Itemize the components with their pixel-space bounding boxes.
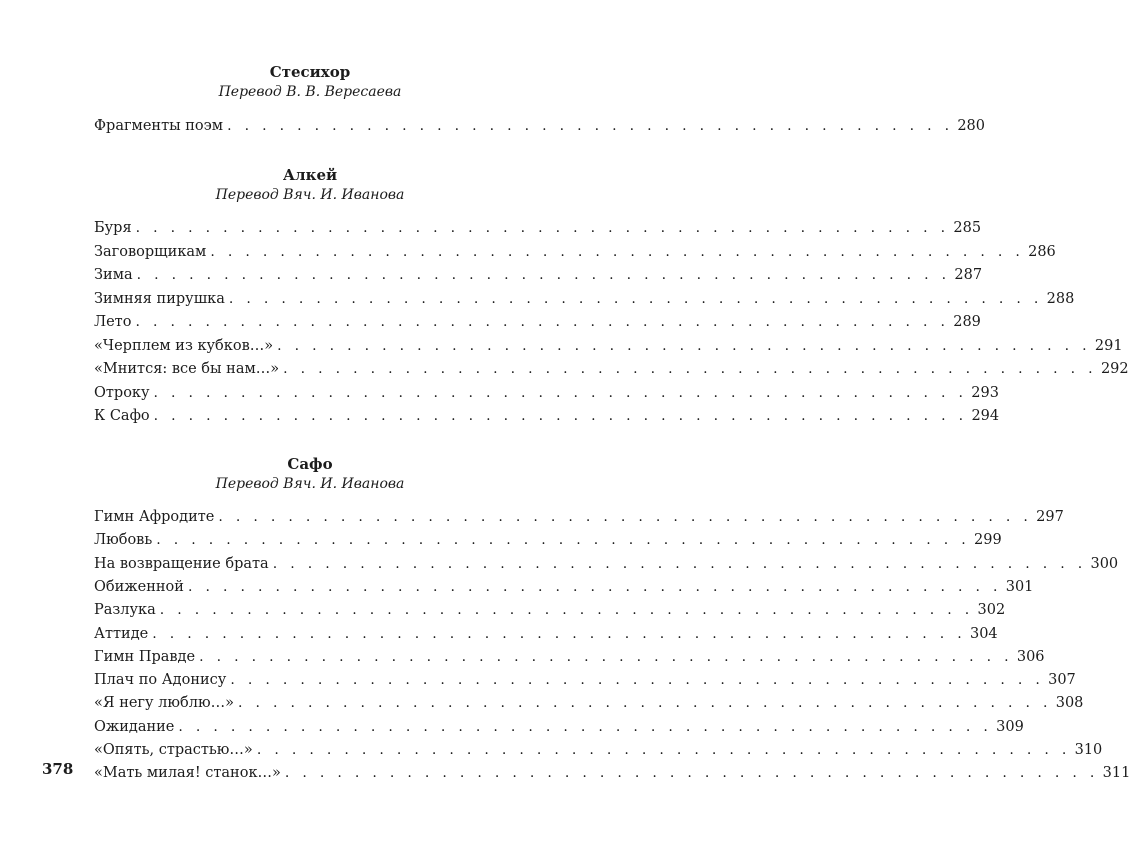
section-alcaeus [94, 165, 526, 205]
dot-leader: . . . . . . . . . . . . . . . . . . . . . . . . . . . . . . . . . . . . . . . . . . . . . . . [153, 408, 968, 424]
dot-leader: . . . . . . . . . . . . . . . . . . . . . . . . . . . . . . . . . . . . . . . . . . . . . . . [277, 337, 1091, 354]
dot-leader: . . . . . . . . . . . . . . . . . . . . . . . . . . . . . . . . . . . . . . . . . . . . . . . [135, 220, 950, 236]
toc-entry[interactable] [94, 115, 986, 137]
entry-title: Заговорщикам [94, 243, 207, 260]
entry-title: «Мнится: все бы нам…» [94, 361, 280, 377]
entry-page: 286 [1028, 243, 1056, 260]
entry-page: 280 [957, 118, 986, 134]
entry-page: 291 [1094, 337, 1123, 354]
toc-entry[interactable] [94, 335, 1123, 357]
entry-title: К Сафо [94, 408, 150, 424]
toc-entry[interactable] [94, 553, 1119, 575]
entry-title: Гимн Афродите [94, 509, 215, 525]
entry-page: 300 [1090, 555, 1119, 572]
toc-entry[interactable] [94, 311, 981, 333]
dot-leader: . . . . . . . . . . . . . . . . . . . . . . . . . . . . . . . . . . . . . . . . . . . . . . . [230, 672, 1045, 689]
entry-page: 302 [977, 602, 1006, 619]
entry-title: Лето [94, 314, 132, 330]
section-title: Сафо [287, 455, 333, 473]
entry-title: Разлука [94, 602, 156, 619]
entry-title: Буря [94, 220, 132, 236]
toc-entry[interactable] [94, 576, 1034, 598]
dot-leader: . . . . . . . . . . . . . . . . . . . . . . . . . . . . . . . . . . . . . . . . . . . . . . . [218, 509, 1033, 525]
entry-title: Гимн Правде [94, 648, 196, 665]
entry-title: Обиженной [94, 578, 184, 595]
dot-leader: . . . . . . . . . . . . . . . . . . . . . . . . . . . . . . . . . . . . . . . . . . . . . . . [153, 384, 968, 401]
dot-leader: . . . . . . . . . . . . . . . . . . . . . . . . . . . . . . . . . . . . . . . . . . . . . . . [228, 290, 1043, 307]
dot-leader: . . . . . . . . . . . . . . . . . . . . . . . . . . . . . . . . . . . . . . . . . . . . . . . [237, 695, 1052, 712]
section-translator: Перевод Вяч. И. Иванова [215, 187, 405, 203]
entry-page: 288 [1046, 290, 1075, 307]
toc-entry[interactable] [94, 692, 1084, 714]
toc-entry[interactable] [94, 716, 1024, 738]
dot-leader: . . . . . . . . . . . . . . . . . . . . . . . . . . . . . . . . . . . . . . . . . . . . . . . [135, 314, 950, 330]
entry-page: 293 [971, 384, 999, 401]
section-title: Алкей [282, 166, 338, 184]
dot-leader: . . . . . . . . . . . . . . . . . . . . . . . . . . . . . . . . . . . . . . . . . . . . . . . [199, 648, 1013, 665]
dot-leader: . . . . . . . . . . . . . . . . . . . . . . . . . . . . . . . . . . . . . . . . . . . . . . . [178, 718, 993, 735]
dot-leader: . . . . . . . . . . . . . . . . . . . . . . . . . . . . . . . . . . . . . . . . . . . . . . . [187, 578, 1002, 595]
entry-page: 289 [953, 314, 981, 330]
entry-title: «Мать милая! станок…» [94, 765, 281, 782]
entry-page: 310 [1074, 742, 1103, 758]
toc-entry[interactable] [94, 382, 999, 404]
toc-entry[interactable] [94, 241, 1056, 263]
toc-entry[interactable] [94, 358, 1129, 380]
page-number: 378 [42, 760, 74, 778]
dot-leader: . . . . . . . . . . . . . . . . . . . . . . . . . . . . . . . . . . . . . . . . . . . . . . . [152, 625, 966, 642]
toc-entry[interactable] [94, 405, 1000, 427]
entry-title: Зимняя пирушка [94, 290, 225, 307]
entry-page: 287 [954, 267, 983, 283]
section-sappho [94, 454, 526, 494]
entry-page: 308 [1055, 695, 1084, 712]
entry-page: 297 [1036, 509, 1064, 525]
entry-title: Фрагменты поэм [94, 118, 224, 134]
dot-leader: . . . . . . . . . . . . . . . . . . . . . . . . . . . . . . . . . . . . . . . . . . . . . . . [210, 243, 1025, 260]
entry-page: 306 [1016, 648, 1045, 665]
dot-leader: . . . . . . . . . . . . . . . . . . . . . . . . . . . . . . . . . . . . . . . . . . . . . . . [272, 555, 1087, 572]
entry-title: Плач по Адонису [94, 672, 227, 689]
entry-page: 301 [1005, 578, 1034, 595]
entry-page: 311 [1102, 765, 1130, 782]
entry-title: Аттиде [94, 625, 149, 642]
dot-leader: . . . . . . . . . . . . . . . . . . . . . . . . . . . . . . . . . . . . . . . . . . . . . . . [283, 361, 1097, 377]
entry-page: 299 [974, 532, 1002, 549]
entry-title: Любовь [94, 532, 153, 549]
entry-page: 285 [953, 220, 982, 236]
section-stesichorus [94, 62, 526, 102]
toc-entry[interactable] [94, 646, 1045, 668]
dot-leader: . . . . . . . . . . . . . . . . . . . . . . . . . . . . . . . . . . . . . . . . . . . . . . . [156, 532, 971, 549]
entry-page: 292 [1100, 361, 1129, 377]
toc-entry[interactable] [94, 264, 983, 286]
dot-leader: . . . . . . . . . . . . . . . . . . . . . . . . . . . . . . . . . . . . . . . . . . . . . . . [256, 742, 1071, 758]
entry-page: 309 [996, 718, 1024, 735]
toc-entry[interactable] [94, 669, 1076, 691]
section-translator: Перевод В. В. Вересаева [218, 84, 402, 100]
entry-title: «Опять, страстью…» [94, 742, 253, 758]
dot-leader: . . . . . . . . . . . . . . . . . . . . . . . . . . . . . . . . . . . . . . . . . . . . . . . [136, 267, 951, 283]
dot-leader: . . . . . . . . . . . . . . . . . . . . . . . . . . . . . . . . . . . . . . . . . . [227, 118, 954, 134]
section-translator: Перевод Вяч. И. Иванова [215, 476, 405, 492]
entry-page: 307 [1048, 672, 1076, 689]
entry-title: «Я негу люблю…» [94, 695, 234, 712]
toc-entry[interactable] [94, 529, 1002, 551]
toc-entry[interactable] [94, 762, 1130, 784]
entry-title: Отроку [94, 384, 150, 401]
entry-page: 304 [969, 625, 998, 642]
entry-title: Зима [94, 267, 133, 283]
dot-leader: . . . . . . . . . . . . . . . . . . . . . . . . . . . . . . . . . . . . . . . . . . . . . . . [284, 765, 1099, 782]
entry-title: «Черплем из кубков…» [94, 337, 274, 354]
dot-leader: . . . . . . . . . . . . . . . . . . . . . . . . . . . . . . . . . . . . . . . . . . . . . . . [159, 602, 974, 619]
toc-entry[interactable] [94, 506, 1064, 528]
toc-entry[interactable] [94, 739, 1103, 761]
toc-entry[interactable] [94, 217, 982, 239]
entry-page: 294 [971, 408, 1000, 424]
entry-title: На возвращение брата [94, 555, 269, 572]
toc-entry[interactable] [94, 599, 1006, 621]
section-title: Стесихор [269, 63, 351, 81]
toc-entry[interactable] [94, 288, 1075, 310]
entry-title: Ожидание [94, 718, 175, 735]
toc-entry[interactable] [94, 623, 998, 645]
